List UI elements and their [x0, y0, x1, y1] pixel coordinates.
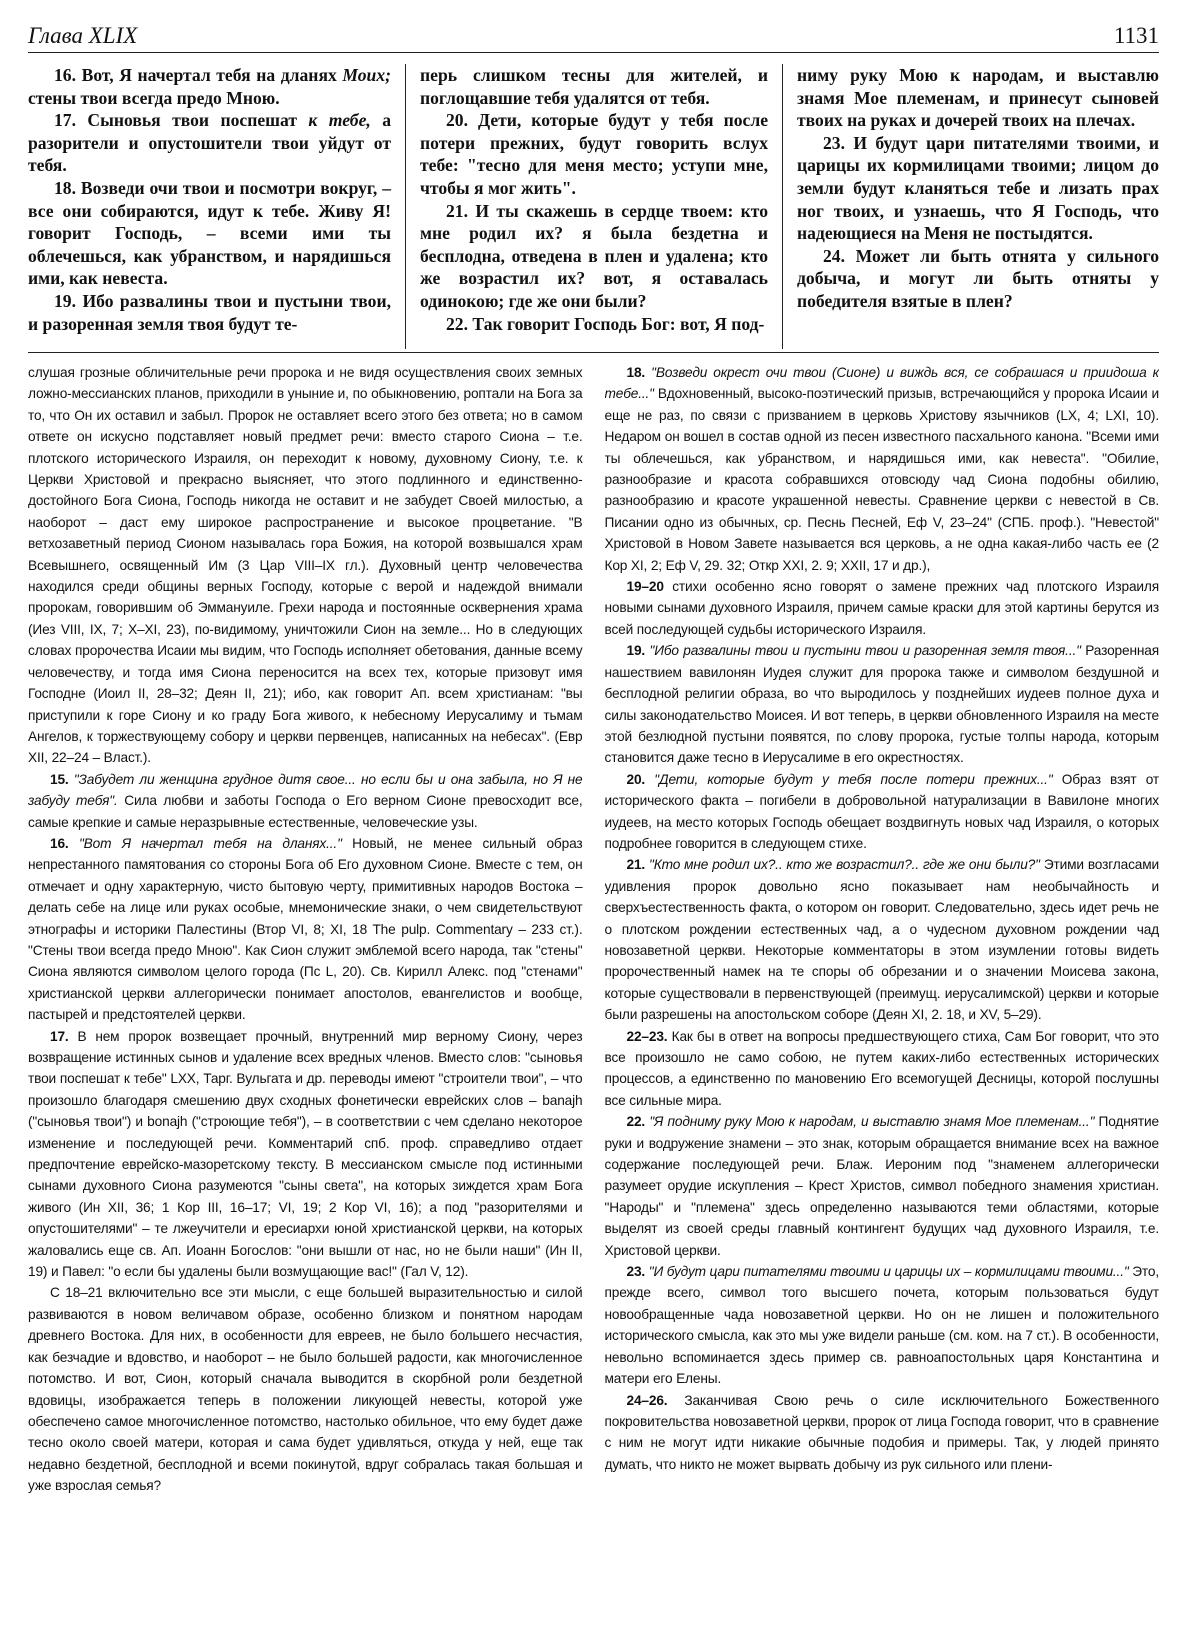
scripture-text	[28, 64, 1159, 349]
scripture-verse: 22. Так говорит Господь Бог: вот, Я под-	[446, 313, 765, 334]
commentary-paragraph: С 18–21 включительно все эти мысли, с еще большей выразительностью и силой развиваются в новом величавом образе, особенно близком и понятном народам древнего Востока. Для них, в особенности для евреев, не было большего несчастия, как безчадие и вдовство, и наоборот – не было большей радости, как многочисленное потомство. И вот, Сион, который сначала выводится в скорбной роли бездетной вдовицы, изображается теперь в положении ликующей невесты, которой уже обеспечено самое многочисленное потомство, настолько обильное, что ему будет даже тесно около своей матери, которая и сама будет удивляться, откуда у ней, еще так недавно бездетной, бесплодной и всеми покинутой, вдруг собралась такая большая и уже взрослая семья?	[28, 1285, 583, 1494]
commentary-paragraph: 18. "Возведи окрест очи твои (Сионе) и виждь вся, се собрашася и приидоша к тебе..." Вдохновенный, высоко-поэтический призыв, встречающийся у пророка Исаии и еще не раз, по связи с призванием в церковь Христову язычников (LX, 4; LXI, 10). Недаром он вошел в состав одной из песен известного пасхального канона. "Всеми ими ты облечешься, как убранством, и нарядишься ими, как невеста". "Обилие, разнообразие и красота собравшихся отовсюду чад Сиона подобны обилию, разнообразию и красоте украшенной невесты. Сравнение церкви с невестой в Св. Писании одно из обычных, ср. Песнь Песней, Еф V, 23–24" (СПБ. проф.). "Невестой" Христовой в Новом Завете называется вся церковь, а не одна какая-либо часть ее (2 Кор XI, 2; Еф V, 29. 32; Откр XXI, 2. 9; XXII, 17 и др.),	[604, 365, 1159, 573]
commentary-paragraph: 19. "Ибо развалины твои и пустыни твои и разоренная земля твоя..." Разоренная нашествием вавилонян Иудея служит для пророка также и символом бездушной и бесплодной религии образа, во что выродилось у позднейших иудеев полное духа и силы законодательство Моисея. И вот теперь, в церкви обновленного Израиля на месте этой безлюдной пустыни появятся, по слову пророка, густые толпы народа, которым становится даже тесно в Иерусалиме в его окрестностях.	[604, 643, 1159, 766]
scripture-verse: 16. Вот, Я начертал тебя на дланях Моих; стены твои всегда предо Мною.	[28, 65, 391, 108]
scripture-verse: 19. Ибо развалины твои и пустыни твои, и разоренная земля твоя будут те-	[28, 290, 391, 334]
commentary-paragraph: 16. "Вот Я начертал тебя на дланях..." Новый, не менее сильный образ непрестанного памятования со стороны Бога об Его духовном Сионе. Вместе с тем, он отмечает и одну характерную, чисто бытовую черту, примитивных народов Востока – делать себе на лице или руках особые, мнемонические знаки, о чем свидетельствуют этнографы и историки Палестины (Втор VI, 8; XI, 18 The pulp. Commentary – 233 ст.). "Стены твои всегда предо Мною". Как Сион служит эмблемой всего народа, так "стены" Сиона являются символом целого города (Пс L, 20). Св. Кирилл Алекс. под "стенами" христианской церкви аллегорически понимает апостолов, евангелистов и вообще, пастырей и предстоятелей церкви.	[28, 835, 583, 1023]
commentary-paragraph: 19–20 стихи особенно ясно говорят о замене прежних чад плотского Израиля новыми сынами духовного Израиля, причем самые краски для этой картины берутся из всей последующей судьбы исторического Израиля.	[604, 579, 1159, 637]
chapter-title: Глава XLIX	[28, 23, 138, 48]
scripture-verse: 18. Возведи очи твои и посмотри вокруг, – все они собираются, идут к тебе. Живу Я! говорит Господь, – всеми ими ты облечешься, как убранством, и нарядишься ими, как невеста.	[28, 177, 391, 289]
commentary-paragraph: 21. "Кто мне родил их?.. кто же возрастил?.. где же они были?" Этими возгласами удивления пророк довольно ясно показывает нам необычайность и сверхъестественность факта, о котором он говорит. Следовательно, здесь идет речь не о плотском рождении естественных чад, а о чудесном духовном рождении чад новозаветной церкви. Некоторые комментаторы в этом изумлении готовы видеть пророчественный намек на те споры об обрезании и о значении Моисева закона, которые существовали в первенствующей (преимущ. иерусалимской) церкви и которые были разрешены на апостольском соборе (Деян XI, 2. 18, и XV, 5–29).	[604, 857, 1159, 1023]
scripture-column-1	[28, 64, 405, 349]
scripture-verse: ниму руку Мою к народам, и выставлю знамя Мое племенам, и принесут сыновей твоих на руках и дочерей твоих на плечах.	[797, 65, 1159, 131]
section-divider	[28, 352, 1159, 353]
page-header	[28, 18, 1159, 53]
scripture-verse: 23. И будут цари питателями твоими, и царицы их кормилицами твоими; лицом до земли будут кланяться тебе и лизать прах ног твоих, и узнаешь, что Я Господь, что надеющиеся на Меня не постыдятся.	[797, 132, 1159, 244]
scripture-column-3	[782, 64, 1159, 349]
scripture-verse: 17. Сыновья твои поспешат к тебе, а разорители и опустошители твои уйдут от тебя.	[28, 110, 391, 176]
scripture-verse: перь слишком тесны для жителей, и поглощавшие тебя удалятся от тебя.	[420, 65, 768, 108]
commentary-paragraph: 22. "Я подниму руку Мою к народам, и выставлю знамя Мое племенам..." Поднятие руки и водружение знамени – это знак, которым обращается внимание всех на важное содержание последующей речи. Блаж. Иероним под "знаменем аллегорически разумеет орудие искупления – Крест Христов, символ победного знамения христиан. "Народы" и "племена" здесь определенно называются теми областями, которые выделят из своей среды главный контингент будущих чад духовного Израиля, т.е. Христовой церкви.	[604, 1114, 1159, 1258]
commentary-column-left	[28, 362, 583, 1624]
commentary-text	[28, 362, 1159, 1624]
commentary-paragraph: 15. "Забудет ли женщина грудное дитя свое... но если бы и она забыла, но Я не забуду тебя". Сила любви и заботы Господа о Его верном Сионе превосходит все, самые крепкие и самые неразрывные естественные, человеческие узы.	[28, 771, 583, 830]
commentary-paragraph: 20. "Дети, которые будут у тебя после потери прежних..." Образ взят от исторического факта – погибели в добровольной натурализации в Вавилоне многих иудеев, на место которых Господь обещает воздвигнуть новых чад Израиля, о которых подробнее говорится в следующем стихе.	[604, 771, 1159, 851]
scripture-verse: 21. И ты скажешь в сердце твоем: кто мне родил их? я была бездетна и бесплодна, отведена в плен и удалена; кто же возрастил их? вот, я оставалась одинокою; где же они были?	[420, 200, 768, 311]
scripture-verse: 24. Может ли быть отнята у сильного добыча, и могут ли быть отняты у победителя взятые в плен?	[797, 245, 1159, 311]
scripture-column-2	[405, 64, 782, 349]
commentary-column-right	[605, 362, 1160, 1624]
page-number: 1131	[1113, 23, 1159, 48]
scripture-verse: 20. Дети, которые будут у тебя после потери прежних, будут говорить вслух тебе: "тесно для меня место; уступи мне, чтобы я мог жить".	[420, 110, 768, 198]
commentary-paragraph: 17. В нем пророк возвещает прочный, внутренний мир верному Сиону, через возвращение истинных сынов и удаление всех вредных членов. Вместо слов: "сыновья твои поспешат к тебе" LXX, Тарг. Вульгата и др. переводы имеют "строители твои", – что произошло благодаря смешению двух сходных фонетически еврейских слов – banajh ("сыновья твои") и bonajh ("строющие тебя"), – в соответствии с чем сделано некоторое изменение и последующей речи. Комментарий спб. проф. справедливо отдает предпочтение еврейско-мазоретскому тексту. В мессианском смысле под истинными сынами духовного Сиона разумеются "сыны света", на которых зиждется храм Бога живого (Ин XII, 36; 1 Кор III, 16–17; VI, 19; 2 Кор VI, 16); а под "разорителями и опустошителями" – те лжеучители и ересиархи юной христианской церкви, на которых жаловались еще св. Ап. Иоанн Богослов: "они вышли от нас, но не были наши" (Ин II, 19) и Павел: "о если бы удалены были возмущающие вас!" (Гал V, 12).	[28, 1028, 583, 1280]
commentary-paragraph: слушая грозные обличительные речи пророка и не видя осуществления своих земных ложно-мессианских планов, приходили в уныние и, по обыкновению, роптали на Бога за то, что Он их оставил и забыл. Пророк не оставляет всего этого без ответа; но в самом ответе он искусно подставляет новый предмет речи: вместо старого Сиона – т.е. плотского исторического Израиля, он переходит к новому, духовному Сиону, т.е. к Церкви Христовой и прекрасно выясняет, что этого подлинного и единственно-достойного Бога Сиона, Господь никогда не оставит и не забудет Своей милостью, а наоборот – даст ему широкое распространение и высокое процветание. "В ветхозаветный период Сионом называлась гора Божия, на которой возвышался храм Всевышнего, освященный Им (3 Цар VIII–IX гл.). Духовный центр человечества находился среди общины верных Господу, которые с верой и надеждой внимали пророкам, говорившим об Эммануиле. Грехи народа и постоянные осквернения храма (Иез VIII, IX, 7; X–XI, 23), по-видимому, уничтожили Сион на земле... Но в следующих словах пророчества Исаии мы видим, что Господь исполняет обетования, данные всему человечеству, и тогда имя Сиона переносится на всех тех, которые призовут имя Господне (Иоил II, 28–32; Деян II, 21); ибо, как говорит Ап. всем христианам: "вы приступили к горе Сиону и ко граду Бога живого, к небесному Иерусалиму и тьмам Ангелов, к торжествующему собору и церкви первенцев, написанных на небесах". (Евр XII, 22–24 – Власт.).	[28, 365, 583, 766]
commentary-paragraph: 24–26. Заканчивая Свою речь о силе исключительного Божественного покровительства новозаветной церкви, пророк от лица Господа говорит, что в сравнение с ним не могут идти никакие обычные подобия и примеры. Так, у людей принято думать, что никто не может вырвать добычу из рук сильного или плени-	[604, 1392, 1159, 1472]
commentary-paragraph: 22–23. Как бы в ответ на вопросы предшествующего стиха, Сам Бог говорит, что это все произошло не само собою, не путем каких-либо естественных исторических процессов, а единственно по мановению Его всемогущей Десницы, которой послушны все сильные мира.	[604, 1028, 1159, 1108]
commentary-paragraph: 23. "И будут цари питателями твоими и царицы их – кормилицами твоими..." Это, прежде всего, символ того высшего почета, которым пользоваться будут новообращенные чада новозаветной церкви. Но он не лишен и положительного исторического смысла, как это мы уже видели раньше (см. ком. на 7 ст.). В особенности, невольно вспоминается здесь пример св. равноапостольных царя Константина и матери его Елены.	[604, 1264, 1159, 1387]
